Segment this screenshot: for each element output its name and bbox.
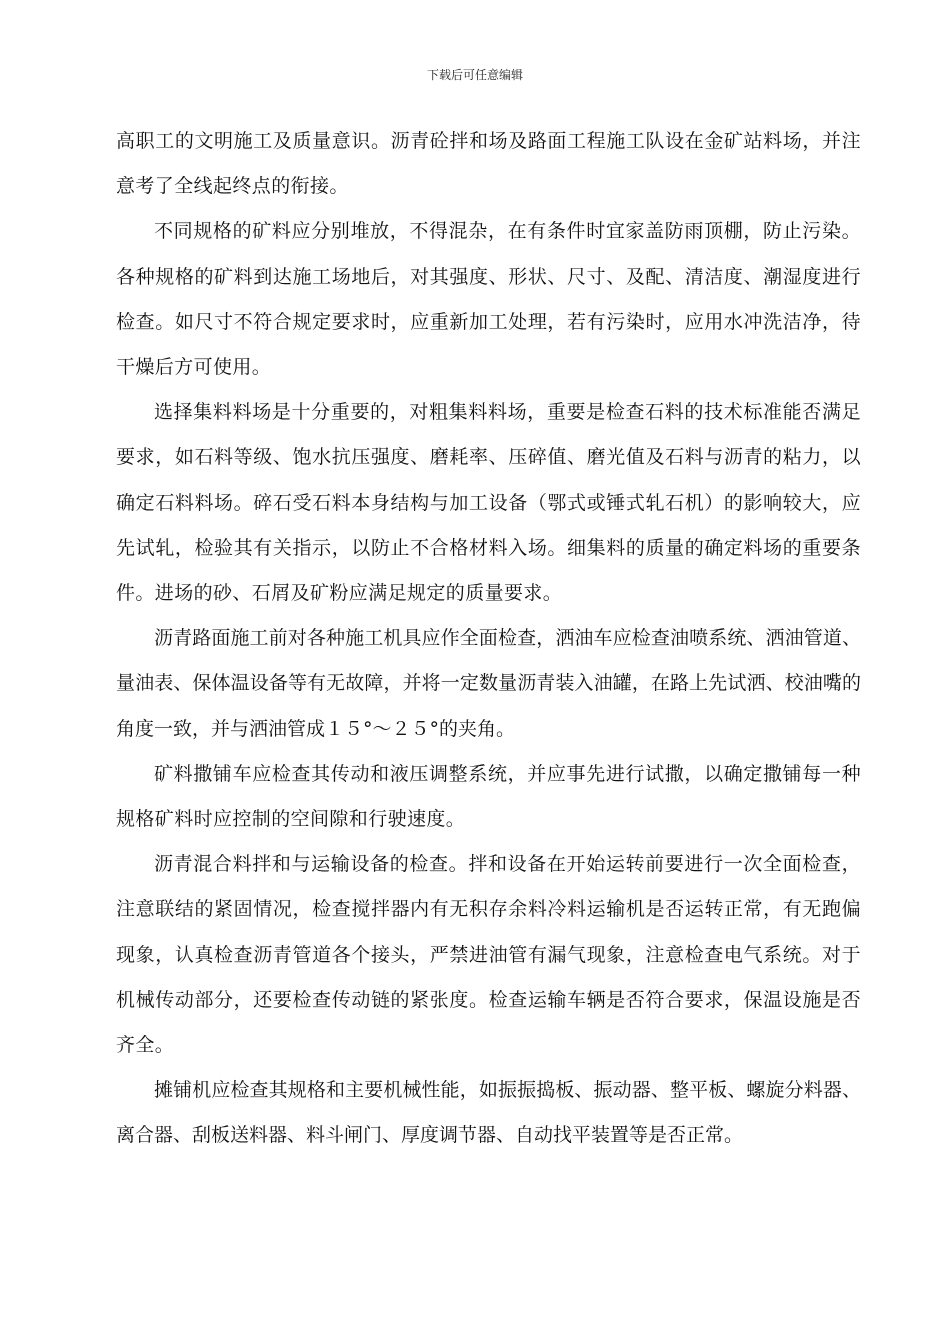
paragraph-5: 矿料撒铺车应检查其传动和液压调整系统，并应事先进行试撒，以确定撒铺每一种规格矿料时应控制的空间隙和行驶速度。 — [116, 762, 861, 831]
page-header: 下载后可任意编辑 — [426, 68, 523, 82]
paragraph-4: 沥青路面施工前对各种施工机具应作全面检查，洒油车应检查油喷系统、洒油管道、量油表、保体温设备等有无故障，并将一定数量沥青装入油罐，在路上先试洒、校油嘴的角度一致，并与洒油管成１５°～２５°的夹角。 — [116, 627, 861, 740]
paragraph-3: 选择集料料场是十分重要的，对粗集料料场，重要是检查石料的技术标准能否满足要求，如石料等级、饱水抗压强度、磨耗率、压碎值、磨光值及石料与沥青的粘力，以确定石料料场。碎石受石料本身结构与加工设备（鄂式或锤式轧石机）的影响较大，应先试轧，检验其有关指示，以防止不合格材料入场。细集料的质量的确定料场的重要条件。进场的砂、石屑及矿粉应满足规定的质量要求。 — [116, 401, 861, 605]
paragraph-6: 沥青混合料拌和与运输设备的检查。拌和设备在开始运转前要进行一次全面检查，注意联结的紧固情况，检查搅拌器内有无积存余料冷料运输机是否运转正常，有无跑偏现象，认真检查沥青管道各个接头，严禁进油管有漏气现象，注意检查电气系统。对于机械传动部分，还要检查传动链的紧张度。检查运输车辆是否符合要求，保温设施是否齐全。 — [116, 853, 861, 1057]
paragraph-1: 高职工的文明施工及质量意识。沥青砼拌和场及路面工程施工队设在金矿站料场，并注意考了全线起终点的衔接。 — [116, 130, 861, 198]
document-body — [116, 119, 861, 1159]
paragraph-7: 摊铺机应检查其规格和主要机械性能，如振振捣板、振动器、整平板、螺旋分料器、离合器、刮板送料器、料斗闸门、厚度调节器、自动找平装置等是否正常。 — [116, 1079, 861, 1147]
paragraph-2: 不同规格的矿料应分别堆放，不得混杂，在有条件时宜家盖防雨顶棚，防止污染。各种规格的矿料到达施工场地后，对其强度、形状、尺寸、及配、清洁度、潮湿度进行检查。如尺寸不符合规定要求时，应重新加工处理，若有污染时，应用水冲洗洁净，待干燥后方可使用。 — [116, 220, 861, 379]
